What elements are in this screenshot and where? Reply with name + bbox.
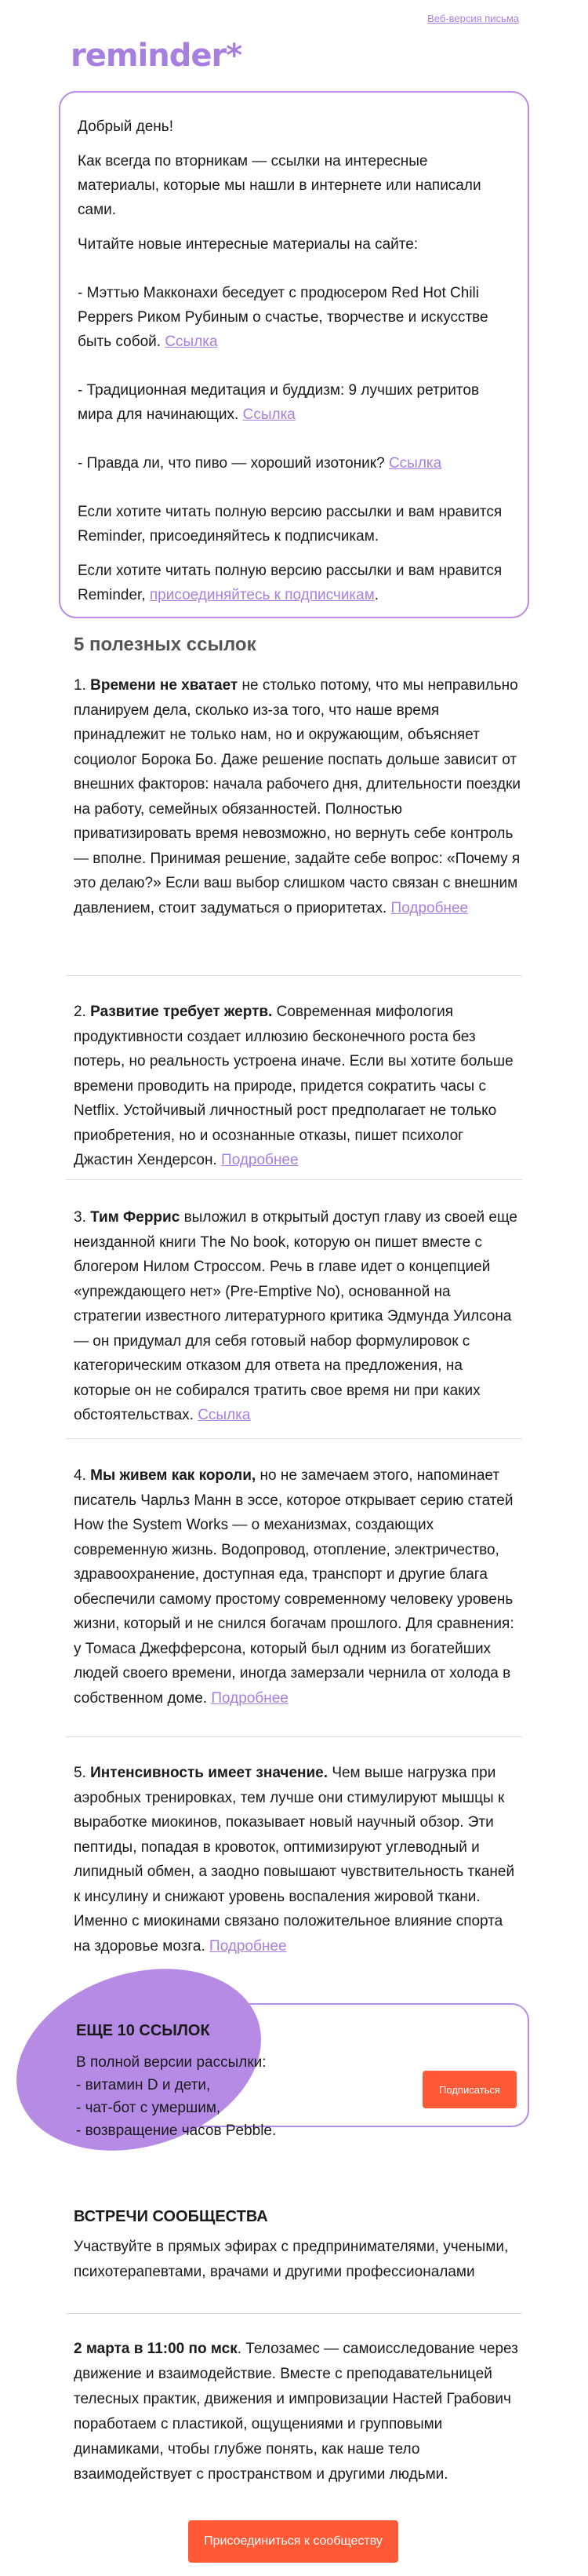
intro-box: [59, 91, 529, 618]
community-event: 2 марта в 11:00 по мск. Телозамес — самоисследование через движение и взаимодействие. Вместе с преподавательницей телесных практик, движения и импровизации Настей Грабович поработаем с пластикой, ощущениями и групповыми динамиками, чтобы глубже понять, как наше тело взаимодействует с пространством и другими людьми.: [74, 2341, 518, 2483]
article-5: 5. Интенсивность имеет значение. Чем выше нагрузка при аэробных тренировках, тем лучше они стимулируют мышцы к выработке миокинов, показывает новый научный обзор. Эти пептиды, попадая в кровоток, оптимизируют углеводный и липидный обмен, а заодно повышают чувствительность тканей к инсулину и снижают уровень воспаления жировой ткани. Именно с миокинами связано положительное влияние спорта на здоровье мозга. Подробнее: [74, 1765, 515, 1955]
more-links-lead: В полной версии рассылки:: [76, 2054, 267, 2071]
intro-subscribe-note: Если хотите читать полную версию рассылки и вам нравится Reminder, присоединяйтесь к подписчикам.: [78, 504, 503, 545]
reminder-logo: reminder*: [71, 38, 242, 74]
article-1-link[interactable]: Подробнее: [390, 899, 469, 916]
links-section-title: 5 полезных ссылок: [74, 634, 256, 655]
intro-item-3-link[interactable]: Ссылка: [388, 455, 442, 472]
web-version-link[interactable]: Веб-версия письма: [427, 13, 519, 24]
intro-item-3: - Правда ли, что пиво — хороший изотоник? Ссылка: [78, 455, 442, 472]
subscribe-link[interactable]: присоединяйтесь к подписчикам: [149, 587, 375, 603]
more-links-item: - чат-бот с умершим,: [76, 2100, 221, 2116]
article-2: 2. Развитие требует жертв. Современная мифология продуктивности создает иллюзию бесконечного роста без потерь, но реальность устроена иначе. Если вы хотите больше времени проводить на природе, придется сократить часы с Netflix. Устойчивый личностный рост предполагает не только приобретения, но и осознанные отказы, пишет психолог Джастин Хендерсон. Подробнее: [74, 1004, 514, 1168]
divider: [66, 1736, 522, 1737]
divider: [66, 975, 522, 976]
intro-item-2-link[interactable]: Ссылка: [242, 406, 296, 423]
greeting: Добрый день!: [78, 118, 173, 135]
article-3-link[interactable]: Ссылка: [198, 1407, 251, 1423]
intro-item-1: - Мэттью Макконахи беседует с продюсером Red Hot Chili Peppers Риком Рубиным о счастье, творчестве и искусстве быть собой. Ссылка: [78, 285, 488, 350]
article-2-link[interactable]: Подробнее: [221, 1152, 299, 1168]
intro-item-1-link[interactable]: Ссылка: [165, 333, 218, 350]
article-4-link[interactable]: Подробнее: [211, 1689, 289, 1707]
article-5-link[interactable]: Подробнее: [209, 1937, 287, 1955]
intro-item-2: - Традиционная медитация и буддизм: 9 лучших ретритов мира для начинающих. Ссылка: [78, 382, 480, 423]
community-title: ВСТРЕЧИ СООБЩЕСТВА: [74, 2208, 268, 2225]
divider: [66, 1438, 522, 1439]
intro-paragraph: Как всегда по вторникам — ссылки на интересные материалы, которые мы нашли в интернете или написали сами.: [78, 153, 481, 218]
more-links-title: ЕЩЕ 10 ССЫЛОК: [76, 2022, 210, 2039]
intro-read-new: Читайте новые интересные материалы на сайте:: [78, 236, 419, 253]
subscribe-button[interactable]: Подписаться: [423, 2071, 517, 2108]
community-description: Участвуйте в прямых эфирах с предпринимателями, учеными, психотерапевтами, врачами и другими профессионалами: [74, 2239, 509, 2280]
divider: [66, 2313, 522, 2314]
article-4: 4. Мы живем как короли, но не замечаем этого, напоминает писатель Чарльз Манн в эссе, которое открывает серию статей How the System Works — о механизмах, создающих современную жизнь. Водопровод, отопление, электричество, здравоохранение, доступная еда, транспорт и другие блага обеспечили самому простому современному человеку уровень жизни, который и не снился богачам прошлого. Для сравнения: у Томаса Джефферсона, который был одним из богатейших людей своего времени, иногда замерзали чернила от холода в собственном доме. Подробнее: [74, 1467, 514, 1707]
article-3: 3. Тим Феррис выложил в открытый доступ главу из своей еще неизданной книги The No book, которую он пишет вместе с блогером Нилом Строссом. Речь в главе идет о концепцией «упреждающего нет» (Pre-Emptive No), основанной на стратегии известного литературного критика Эдмунда Уилсона — он придумал для себя готовый набор формулировок с категорическим отказом для ответа на предложения, на которые он не собирался тратить свое время ни при каких обстоятельствах. Ссылка: [74, 1209, 517, 1423]
intro-subscribe-link-note: Если хотите читать полную версию рассылки и вам нравится Reminder, присоединяйтесь к подписчикам.: [78, 563, 503, 603]
join-community-button[interactable]: Присоединиться к сообществу: [188, 2520, 398, 2563]
more-links-item: - витамин D и дети,: [76, 2077, 211, 2093]
more-links-item: - возвращение часов Pebble.: [76, 2122, 277, 2139]
more-links-box: [59, 2003, 529, 2139]
article-1: 1. Времени не хватает не столько потому, что мы неправильно планируем дела, сколько из-за того, что наше время принадлежит не только нам, но и окружающим, объясняет социолог Борока Бо. Даже решение поспать дольше зависит от внешних факторов: начала рабочего дня, длительности поездки на работу, семейных обязанностей. Полностью приватизировать время невозможно, но вернуть себе контроль — вполне. Принимая решение, задайте себе вопрос: «Почему я это делаю?» Если ваш выбор слишком часто связан с внешним давлением, стоит задуматься о приоритетах. Подробнее: [74, 677, 521, 916]
divider: [66, 1179, 522, 1180]
